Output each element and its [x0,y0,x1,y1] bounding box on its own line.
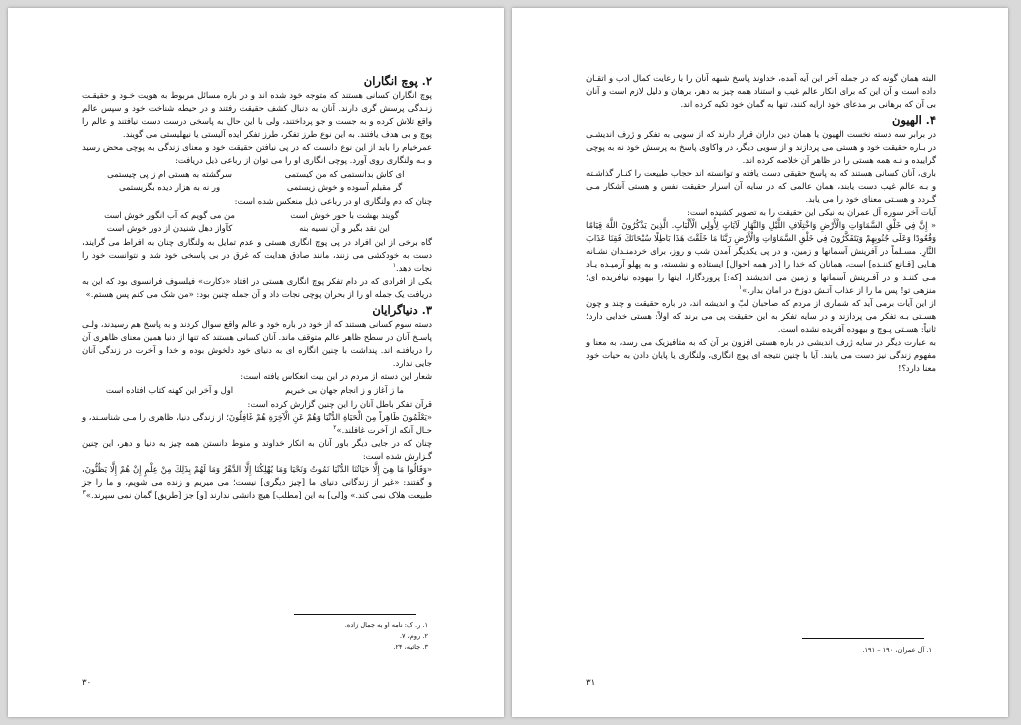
page-number: ۳۰ [82,678,92,688]
verse-line: کآواز دهل شنیدن از دور خوش است [106,223,233,233]
page-left-body [82,72,432,502]
footnote-ref: ۱ [738,284,743,292]
footnote: ۱. ر. ک: نامه او به جمال زاده. [344,621,428,629]
page-left [8,8,504,717]
paragraph-text: گاه برخی از این افراد در پی پوچ انگاری هستی و عدم تمایل به ولنگاری چنان به افراط می گرایند، دست به خودکشی می زنند، مانند صادق هدایت که غرق در بی پاسخی خود شد و نتوانست خود را نجات دهد. [82,237,432,273]
paragraph-text: «يَعْلَمُونَ ظَاهِراً مِنَ الْحَيَاةِ الدُّنْيَا وَهُمْ عَنِ الْآخِرَةِ هُمْ غَافِلُونَ؛ از زندگی دنیا، ظاهری را مـی شناسـند، و حـال آنکه از آخرت غافلند.» [82,412,432,435]
paragraph: قرآن تفکر باطل آنان را این چنین گزارش کرده است: [247,399,432,409]
footnote-divider [294,614,416,615]
footnote: ۱. آل عمران، ۱۹۰ – ۱۹۱. [862,646,932,654]
quran-quote [586,219,936,297]
paragraph: عمرخیام را باید از این نوع دانست که در پی نیافتن حقیقت خود و معنای زندگی به پوچی محض رسید و بـه ولنگاری روی آورد. پوچی انگاری او را می توان از رباعی ذیل دریافت: [82,142,432,165]
paragraph: البته همان گونه که در جمله آخر این آیه آمده، خداوند پاسخ شبهه آنان را با رعایت کمال ادب و اتقـان داده است و آن این که برای انکار عالم غیب و استناد همه چیز به دهر، برهان و دلیل لازم است و آنان بی آن که برهانی بر مدعای خود ارایه کنند، تنها به گمان خود تکیه کرده اند. [586,73,936,109]
section-heading-worldly: ۳. دنیاگرایان [372,303,432,317]
paragraph-text: « إِنَّ فِي خَلْقِ السَّمَاوَاتِ وَالْأَرْضِ وَاخْتِلَافِ اللَّيْلِ وَالنَّهَارِ لَآيَاتٍ لِأُولِي الْأَلْبَابِ. الَّذِينَ يَذْكُرُونَ اللَّهَ قِيَامًا وَقُعُودًا وَعَلَى جُنُوبِهِمْ وَيَتَفَكَّرُونَ فِي خَلْقِ السَّمَاوَاتِ وَالْأَرْضِ رَبَّنَا مَا خَلَقْتَ هَذَا بَاطِلًا سُبْحَانَكَ فَقِنَا عَذَابَ النَّارِ. مسـلماً در آفرینش آسمانها و زمین، و در پی یکدیگر آمدن شب و روز، برای خردمنـدان نشـانه هـایی [قـانع کننـده] است، همانان که خدا را [در همه احوال] ایستاده و نشسته، و به پهلو آرمیـده یـاد مـی کننـد و در آفـرینش آسمانها و زمین می اندیشند [که:] پروردگارا، اینها را بیهوده نیافریده ای؛ منزهی تو! پس ما را از عذاب آتـش دوزخ در امان بدار.» [586,220,936,295]
footnotes [228,620,428,653]
footnote-ref: ۲ [333,424,337,432]
paragraph: شعار این دسته از مردم در این بیت انعکاس یافته است: [240,371,432,381]
footnote-ref: ۳ [82,489,86,497]
section-heading-absurdists: ۲. پوچ انگاران [363,74,432,88]
footnote-ref: ۱ [392,262,396,270]
verse-line: ای کاش بدانستمی که من کیستمی [284,169,405,179]
verse-line: من می گویم که آب انگور خوش است [104,210,235,220]
couplet [82,384,432,397]
paragraph: پوچ انگاران کسانی هستند که متوجه خود شده اند و در باره مسائل مربوط به هویت خـود و حقیقـت زنـدگی پرسش گری دارند. آنان به دنبال کشف حقیقت رفتند و در حیطه شناخت خود و سپس عالم واقع تلاش کرده و به جست و جو پرداختند، ولی با این حال به پاسخی درست دست نیافتند و عالم را پوچ و بی هدف یافتند. به این نوع طرز تفکر، طرز تفکر ایده آلیستی یا نیهلیستی می گویند. [82,90,432,139]
footnote: ۳. جاثیه، ۲۴. [393,643,428,651]
verse-line: اول و آخر این کهنه کتاب افتاده است [105,385,234,395]
paragraph: باری، آنان کسانی هستند که به پاسخ حقیقی دست یافته و توانسته اند حجاب طبیعت را کنـار گذاشـته و بـه عالم غیب دست یابند، همان عالمی که در سایه آن اسرار حقیقت نفس و هستی آشکار مـی گـردد و هسـتی معنای خود را می یابد. [586,168,936,204]
quatrain-2 [82,209,432,235]
verse-line: ور نه به هزار دیده بگریستمی [118,182,221,192]
section-heading-theists: ۴. الهیون [891,113,936,127]
quran-quote [82,411,432,437]
verse-line: گویند بهشت با حور خوش است [290,210,399,220]
paragraph: چنان که دم ولنگاری او در رباعی ذیل منعکس شده است: [234,196,432,206]
page-number: ۳۱ [586,678,596,688]
paragraph: یکی از افرادی که در دام تفکر پوچ انگاری هستی در افتاد «دکارت» فیلسوف فرانسوی بود که این به دریافت یک جمله او را از بحران پوچی نجات داد و آن جمله چنین بود: «من شک می کنم پس هستم.» [82,276,432,299]
paragraph-text: «وَقَالُوا مَا هِيَ إِلَّا حَيَاتُنَا الدُّنْيَا نَمُوتُ وَنَحْيَا وَمَا يُهْلِكُنَا إِلَّا الدَّهْرُ وَمَا لَهُمْ بِذَلِكَ مِنْ عِلْمٍ إِنْ هُمْ إِلَّا يَظُنُّونَ، و گفتند: «غیر از زندگانی دنیای ما [چیز دیگری] نیست؛ می میریم و زنده می شویم، و ما را جز طبیعت هلاک نمی کند.» و[لی] به این [مطلب] هیچ دانشی ندارند [و] جز [طریق] گمان نمی سپرند.» [82,464,432,500]
footnote-divider [802,638,924,639]
paragraph: آیات آخر سوره آل عمران به نیکی این حقیقت را به تصویر کشیده است: [687,207,936,217]
footnote: ۲. روم، ۷. [399,632,428,640]
footnotes [732,645,932,656]
verse-line: ما ز آغاز و ز انجام جهان بی خبریم [285,385,404,395]
verse-line: سرگشته به هستی ام ز پی چیستمی [107,169,232,179]
quran-quote [82,463,432,502]
paragraph: از این آیات برمی آید که شماری از مردم که صاحبان لبّ و اندیشه اند، در باره حقیقت و چند و چون هسـتی بـه تفکر می پردازند و در سایه تفکر به این حقیقت پی می برند که اولاً: هستی خدایی دارد؛ ثانیاً: هسـتی پـوچ و بیهوده آفریده نشده است. [586,298,936,334]
quatrain-1 [82,168,432,194]
paragraph: به عبارت دیگر در سایه ژرف اندیشی در باره هستی افزون بر آن که به متافیزیک می رسد، به معنا و مفهوم زندگی نیز دست می یابند. آیا با چنین نتیجه ای پوچ انگاری، ولنگاری یا پایان دادن به حیات خود معنا دارد؟! [586,337,936,373]
paragraph [82,236,432,275]
verse-line: گر مقبلم آسوده و خوش زیستمی [286,182,403,192]
paragraph: در برابر سه دسته نخست الهیون یا همان دین داران قرار دارند که از سویی به تفکر و ژرف اندیشـی در بـاره حقیقت خود و هستی می پردازند و از سویی دیگر، در واکاوی پاسخ به پرسش خود نه به پوچی گراییده و نـه همه هستی را در ظاهر آن خلاصه کرده اند. [586,129,936,165]
page-right [512,8,1008,717]
verse-line: این نقد بگیر و آن نسیه بنه [299,223,390,233]
paragraph: دسته سوم کسانی هستند که از خود در باره خود و عالم واقع سوال کردند و به پاسخ هم رسیدند، ولـی پاسـخ آنان در سطح ظاهر عالم متوقف ماند. آنان کسانی هستند که تنها از دنیا همین معنای ظاهری آن را دریافتـه اند. پنداشت با چنین انگاره ای به دنیای خود دلخوش بوده و خدا و آخرت در زندگی آنان جایی ندارد. [82,319,432,368]
page-right-body [586,72,936,375]
paragraph: چنان که در جایی دیگر باور آنان به انکار خداوند و منوط دانستن همه چیز به دنیا و دهر، این چنین گـزارش شده است: [82,438,432,461]
